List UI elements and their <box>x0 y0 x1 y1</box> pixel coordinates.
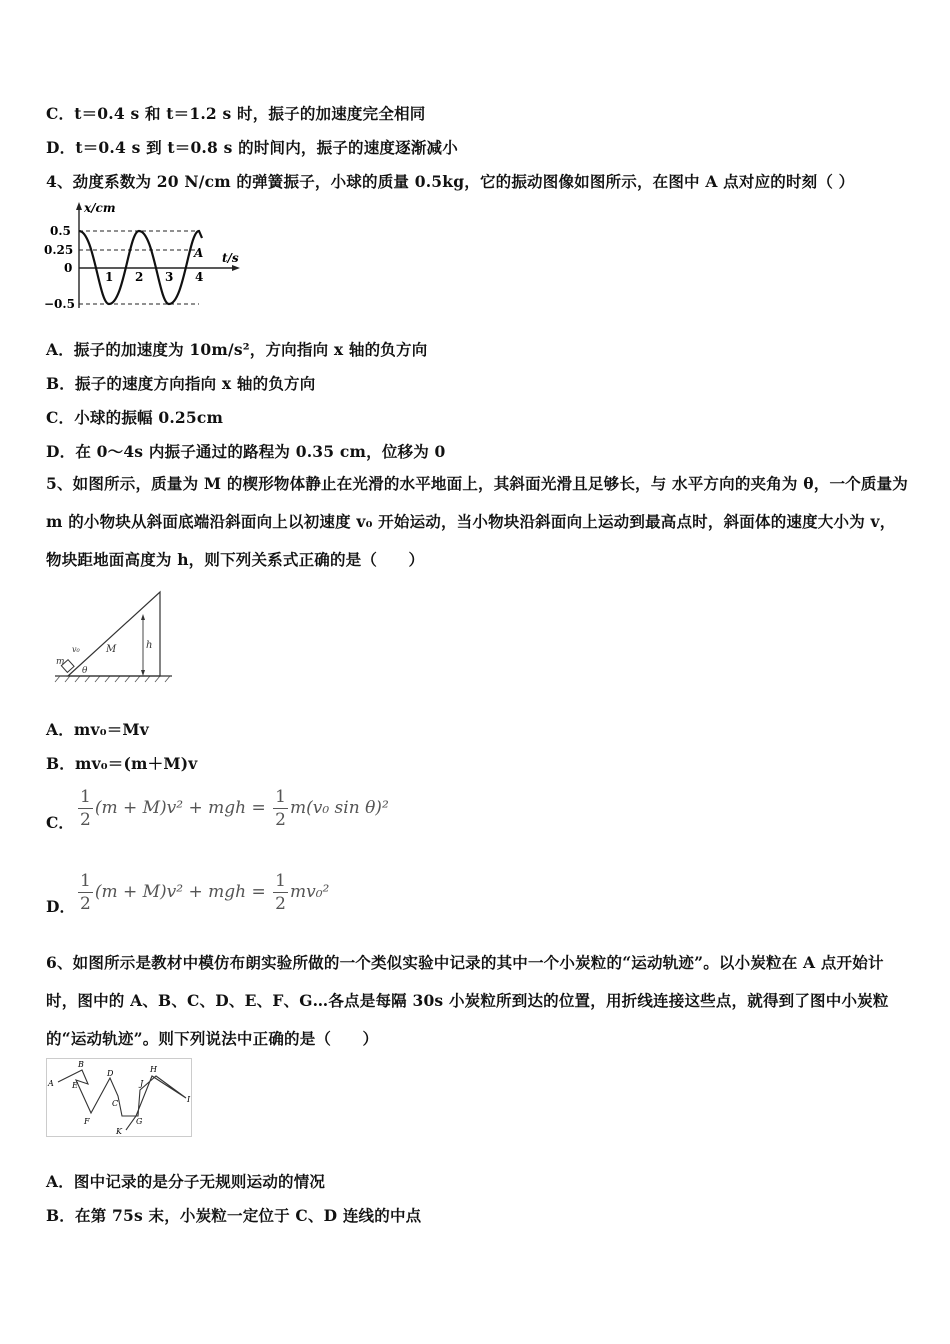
point-a-label: A <box>194 246 204 260</box>
half-fraction: $\frac{1}{2}$ <box>275 787 286 830</box>
ground-hatching <box>55 676 170 682</box>
q6-option-a: A．图中记录的是分子无规则运动的情况 <box>46 1172 326 1191</box>
q3-option-d: D．t＝0.4 s 到 t＝0.8 s 的时间内，振子的速度逐渐减小 <box>46 138 458 157</box>
y-axis-arrow <box>76 202 82 210</box>
q6-brownian-trajectory <box>46 1058 196 1138</box>
q4-vibration-graph <box>44 200 244 316</box>
c-lhs: (m + M)v² + mgh = <box>94 798 266 818</box>
point-g: G <box>136 1117 143 1126</box>
point-i: I <box>187 1095 191 1104</box>
q5-option-c <box>46 786 389 836</box>
q3-option-c: C．t＝0.4 s 和 t＝1.2 s 时，振子的加速度完全相同 <box>46 104 426 123</box>
q5-option-d-formula <box>76 870 329 915</box>
trajectory-path <box>58 1070 186 1130</box>
y-tick-0.5: 0.5 <box>50 224 71 238</box>
half-fraction: $\frac{1}{2}$ <box>275 871 286 914</box>
d-lhs: (m + M)v² + mgh = <box>94 882 266 902</box>
point-k: K <box>116 1127 122 1136</box>
q6-option-b: B．在第 75s 末，小炭粒一定位于 C、D 连线的中点 <box>46 1206 422 1225</box>
point-j: J <box>140 1079 144 1088</box>
q5-option-c-formula <box>76 786 389 831</box>
label-m: m <box>56 657 65 667</box>
label-h: h <box>146 640 153 651</box>
point-a: A <box>48 1079 54 1088</box>
q4-stem: 4、劲度系数为 20 N/cm 的弹簧振子，小球的质量 0.5kg，它的振动图像如图所示，在图中 A 点对应的时刻（ ） <box>46 172 855 191</box>
label-v0: v₀ <box>72 645 80 654</box>
q4-option-a: A．振子的加速度为 10m/s²，方向指向 x 轴的负方向 <box>46 340 428 359</box>
q5-stem: 5、如图所示，质量为 M 的楔形物体静止在光滑的水平地面上，其斜面光滑且足够长，与 水平方向的夹角为 θ，一个质量为 m 的小物块从斜面底端沿斜面向上以初速度 v₀ 开始运动，当小物块沿斜面向上运动到最高点时，斜面体的速度大小为 v，物块距地面高度为 h，则下列关系式正确的是（ ） <box>46 474 908 569</box>
point-e: E <box>72 1081 78 1090</box>
q6-stem: 6、如图所示是教材中模仿布朗实验所做的一个类似实验中记录的其中一个小炭粒的“运动轨迹”。以小炭粒在 A 点开始计时，图中的 A、B、C、D、E、F、G…各点是每隔 30s 小炭粒所到达的位置，用折线连接这些点，就得到了图中小炭粒的“运动轨迹”。则下列说法中正确的是（ ） <box>46 953 889 1048</box>
x-axis-label: t/s <box>222 251 239 265</box>
x-tick-1: 1 <box>105 270 114 284</box>
d-rhs: mv₀² <box>289 882 330 902</box>
x-tick-2: 2 <box>135 270 144 284</box>
x-tick-4: 4 <box>195 270 204 284</box>
half-fraction: $\frac{1}{2}$ <box>80 787 91 830</box>
q5-option-d <box>46 870 366 920</box>
wedge <box>68 592 160 676</box>
q4-option-c: C．小球的振幅 0.25cm <box>46 408 224 427</box>
y-tick-0.25: 0.25 <box>44 243 74 257</box>
y-tick-0: 0 <box>64 261 73 275</box>
point-c: C <box>112 1099 119 1108</box>
figure-frame <box>47 1059 192 1137</box>
half-fraction: $\frac{1}{2}$ <box>80 871 91 914</box>
point-h: H <box>150 1065 157 1074</box>
y-tick-neg0.5: −0.5 <box>44 297 75 311</box>
c-rhs: m(v₀ sin θ)² <box>289 798 389 818</box>
label-theta: θ <box>82 666 88 676</box>
point-f: F <box>84 1117 90 1126</box>
q5-option-d-label: D． <box>46 897 75 916</box>
q5-option-c-label: C． <box>46 813 74 832</box>
point-d: D <box>107 1069 114 1078</box>
y-axis-label: x/cm <box>84 201 116 215</box>
x-tick-3: 3 <box>165 270 174 284</box>
q4-option-b: B．振子的速度方向指向 x 轴的负方向 <box>46 374 316 393</box>
point-b: B <box>78 1060 84 1069</box>
label-M: M <box>106 644 117 655</box>
q5-wedge-figure <box>50 586 180 686</box>
x-axis-arrow <box>232 265 240 271</box>
q5-option-a: A．mv₀＝Mv <box>46 720 149 739</box>
q4-option-d: D．在 0～4s 内振子通过的路程为 0.35 cm，位移为 0 <box>46 442 446 461</box>
q5-option-b: B．mv₀＝(m＋M)v <box>46 754 198 773</box>
